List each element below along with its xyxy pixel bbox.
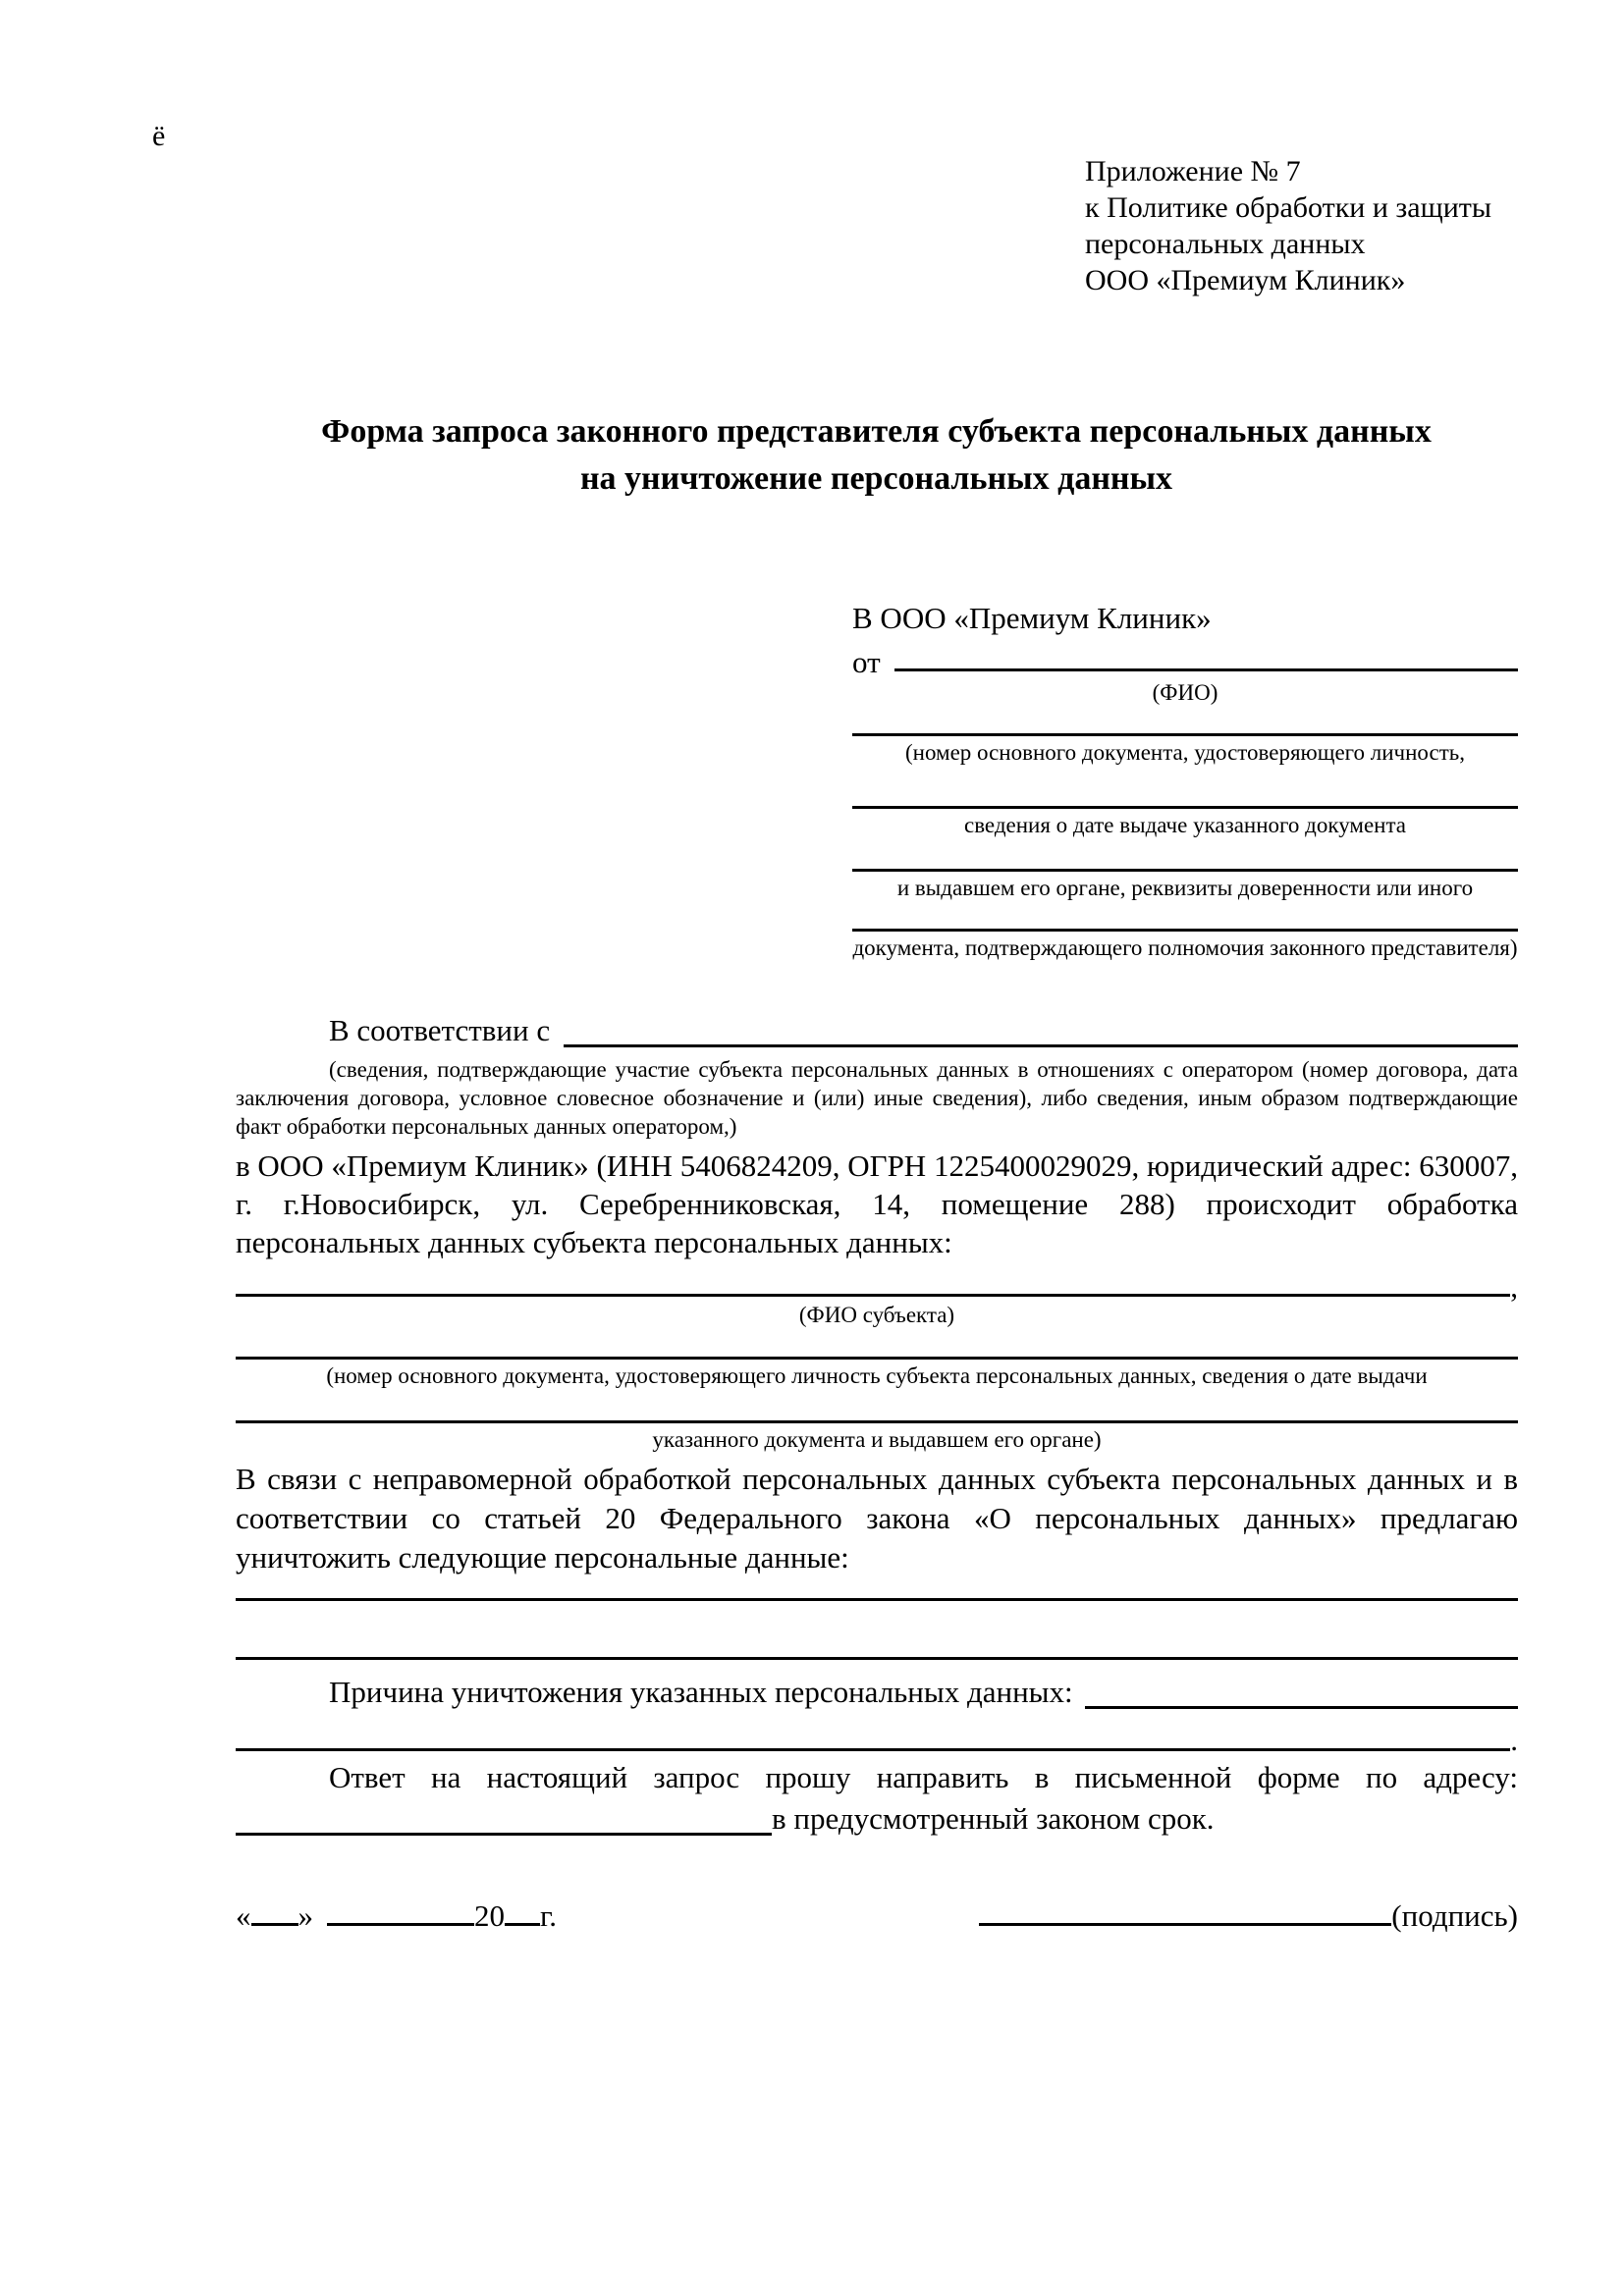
- month-blank-line: [327, 1895, 474, 1926]
- subject-doc-caption: указанного документа и выдавшем его органе): [652, 1427, 1102, 1452]
- page-title-line: Форма запроса законного представителя субъекта персональных данных: [321, 413, 1432, 450]
- subject-doc-blank-line: [236, 1420, 1518, 1423]
- signature-caption: (подпись): [1391, 1898, 1518, 1933]
- subject-doc-blank-line: [236, 1357, 1518, 1360]
- reply-address-row: [236, 1801, 1518, 1841]
- date-line: [236, 1895, 557, 1934]
- operator-paragraph: в ООО «Премиум Клиник» (ИНН 5406824209, ОГРН 1225400029029, юридический адрес: 630007, г. г.Новосибирск, ул. Серебренниковская, 14, помещение 288) происходит обработка персональных данных субъекта персональных данных:: [236, 1148, 1518, 1259]
- signature-line: [979, 1895, 1518, 1934]
- page-title-line: на уничтожение персональных данных: [579, 460, 1173, 497]
- year-blank-line: [505, 1895, 540, 1926]
- appendix-header: [1085, 153, 1491, 298]
- addressee-block: [852, 599, 1518, 961]
- date-quote-close: »: [298, 1898, 313, 1933]
- reply-paragraph: Ответ на настоящий запрос прошу направить в письменной форме по адресу:: [329, 1760, 1518, 1794]
- appendix-header-line: Приложение № 7: [1085, 155, 1301, 187]
- accordance-caption: (сведения, подтверждающие участие субъекта персональных данных в отношениях с оператором (номер договора, дата заключения договора, условное словесное обозначение и (или) иные сведения), либо сведения, иным образом подтверждающие факт обработки персональных данных оператором,): [236, 1057, 1518, 1139]
- subject-doc-caption: (номер основного документа, удостоверяющего личность субъекта персональных данных, сведения о дате выдачи: [326, 1363, 1428, 1388]
- reason-row: [236, 1675, 1518, 1714]
- doc-blank-line: [852, 806, 1518, 809]
- year-suffix: г.: [540, 1898, 557, 1933]
- reason-period: .: [1510, 1723, 1518, 1757]
- main-body: [236, 1013, 1518, 1841]
- doc-blank-line: [852, 929, 1518, 932]
- appendix-header-line: к Политике обработки и защиты: [1085, 191, 1492, 224]
- from-label: от: [852, 645, 881, 679]
- year-prefix: 20: [474, 1898, 505, 1933]
- date-quote-open: «: [236, 1898, 251, 1933]
- appendix-header-line: ООО «Премиум Клиник»: [1085, 264, 1406, 296]
- appendix-header-line: персональных данных: [1085, 228, 1366, 260]
- doc-caption: и выдавшем его органе, реквизиты доверенности или иного: [896, 876, 1474, 900]
- accordance-label: В соответствии с: [329, 1013, 551, 1047]
- subject-fio-caption: (ФИО субъекта): [798, 1303, 955, 1327]
- data-blank-line: [236, 1598, 1518, 1601]
- accordance-blank-line: [564, 1013, 1518, 1047]
- reason-blank-line: [1085, 1675, 1518, 1709]
- signature-blank-line: [979, 1895, 1391, 1926]
- doc-blank-line: [852, 733, 1518, 736]
- reason-blank-line: [236, 1725, 1510, 1751]
- subject-fio-row: [236, 1269, 1518, 1304]
- fio-blank-line: [894, 643, 1518, 671]
- demand-paragraph: В связи с неправомерной обработкой персональных данных субъекта персональных данных и в соответствии со статьей 20 Федерального закона «О персональных данных» предлагаю уничтожить следующие персональные данные:: [236, 1462, 1518, 1575]
- stray-char: ё: [152, 120, 166, 152]
- doc-caption: (номер основного документа, удостоверяющего личность,: [904, 740, 1465, 765]
- reason-continuation-row: [236, 1725, 1518, 1756]
- footer-row: [236, 1895, 1518, 1934]
- fio-caption: (ФИО): [1152, 680, 1218, 705]
- doc-blank-line: [852, 869, 1518, 872]
- addressee-organization: В ООО «Премиум Клиник»: [852, 601, 1212, 635]
- subject-fio-blank-line: [236, 1272, 1510, 1297]
- reason-label: Причина уничтожения указанных персональных данных:: [329, 1675, 1073, 1709]
- day-blank-line: [251, 1895, 298, 1926]
- reply-tail: в предусмотренный законом срок.: [772, 1801, 1215, 1836]
- doc-caption: документа, подтверждающего полномочия законного представителя): [852, 935, 1518, 960]
- accordance-row: [236, 1013, 1518, 1052]
- page-title: [236, 408, 1517, 503]
- doc-caption: сведения о дате выдаче указанного документа: [963, 813, 1407, 837]
- subject-comma: ,: [1510, 1269, 1518, 1304]
- data-blank-line: [236, 1657, 1518, 1660]
- from-row: [852, 643, 1518, 679]
- address-blank-line: [236, 1801, 772, 1836]
